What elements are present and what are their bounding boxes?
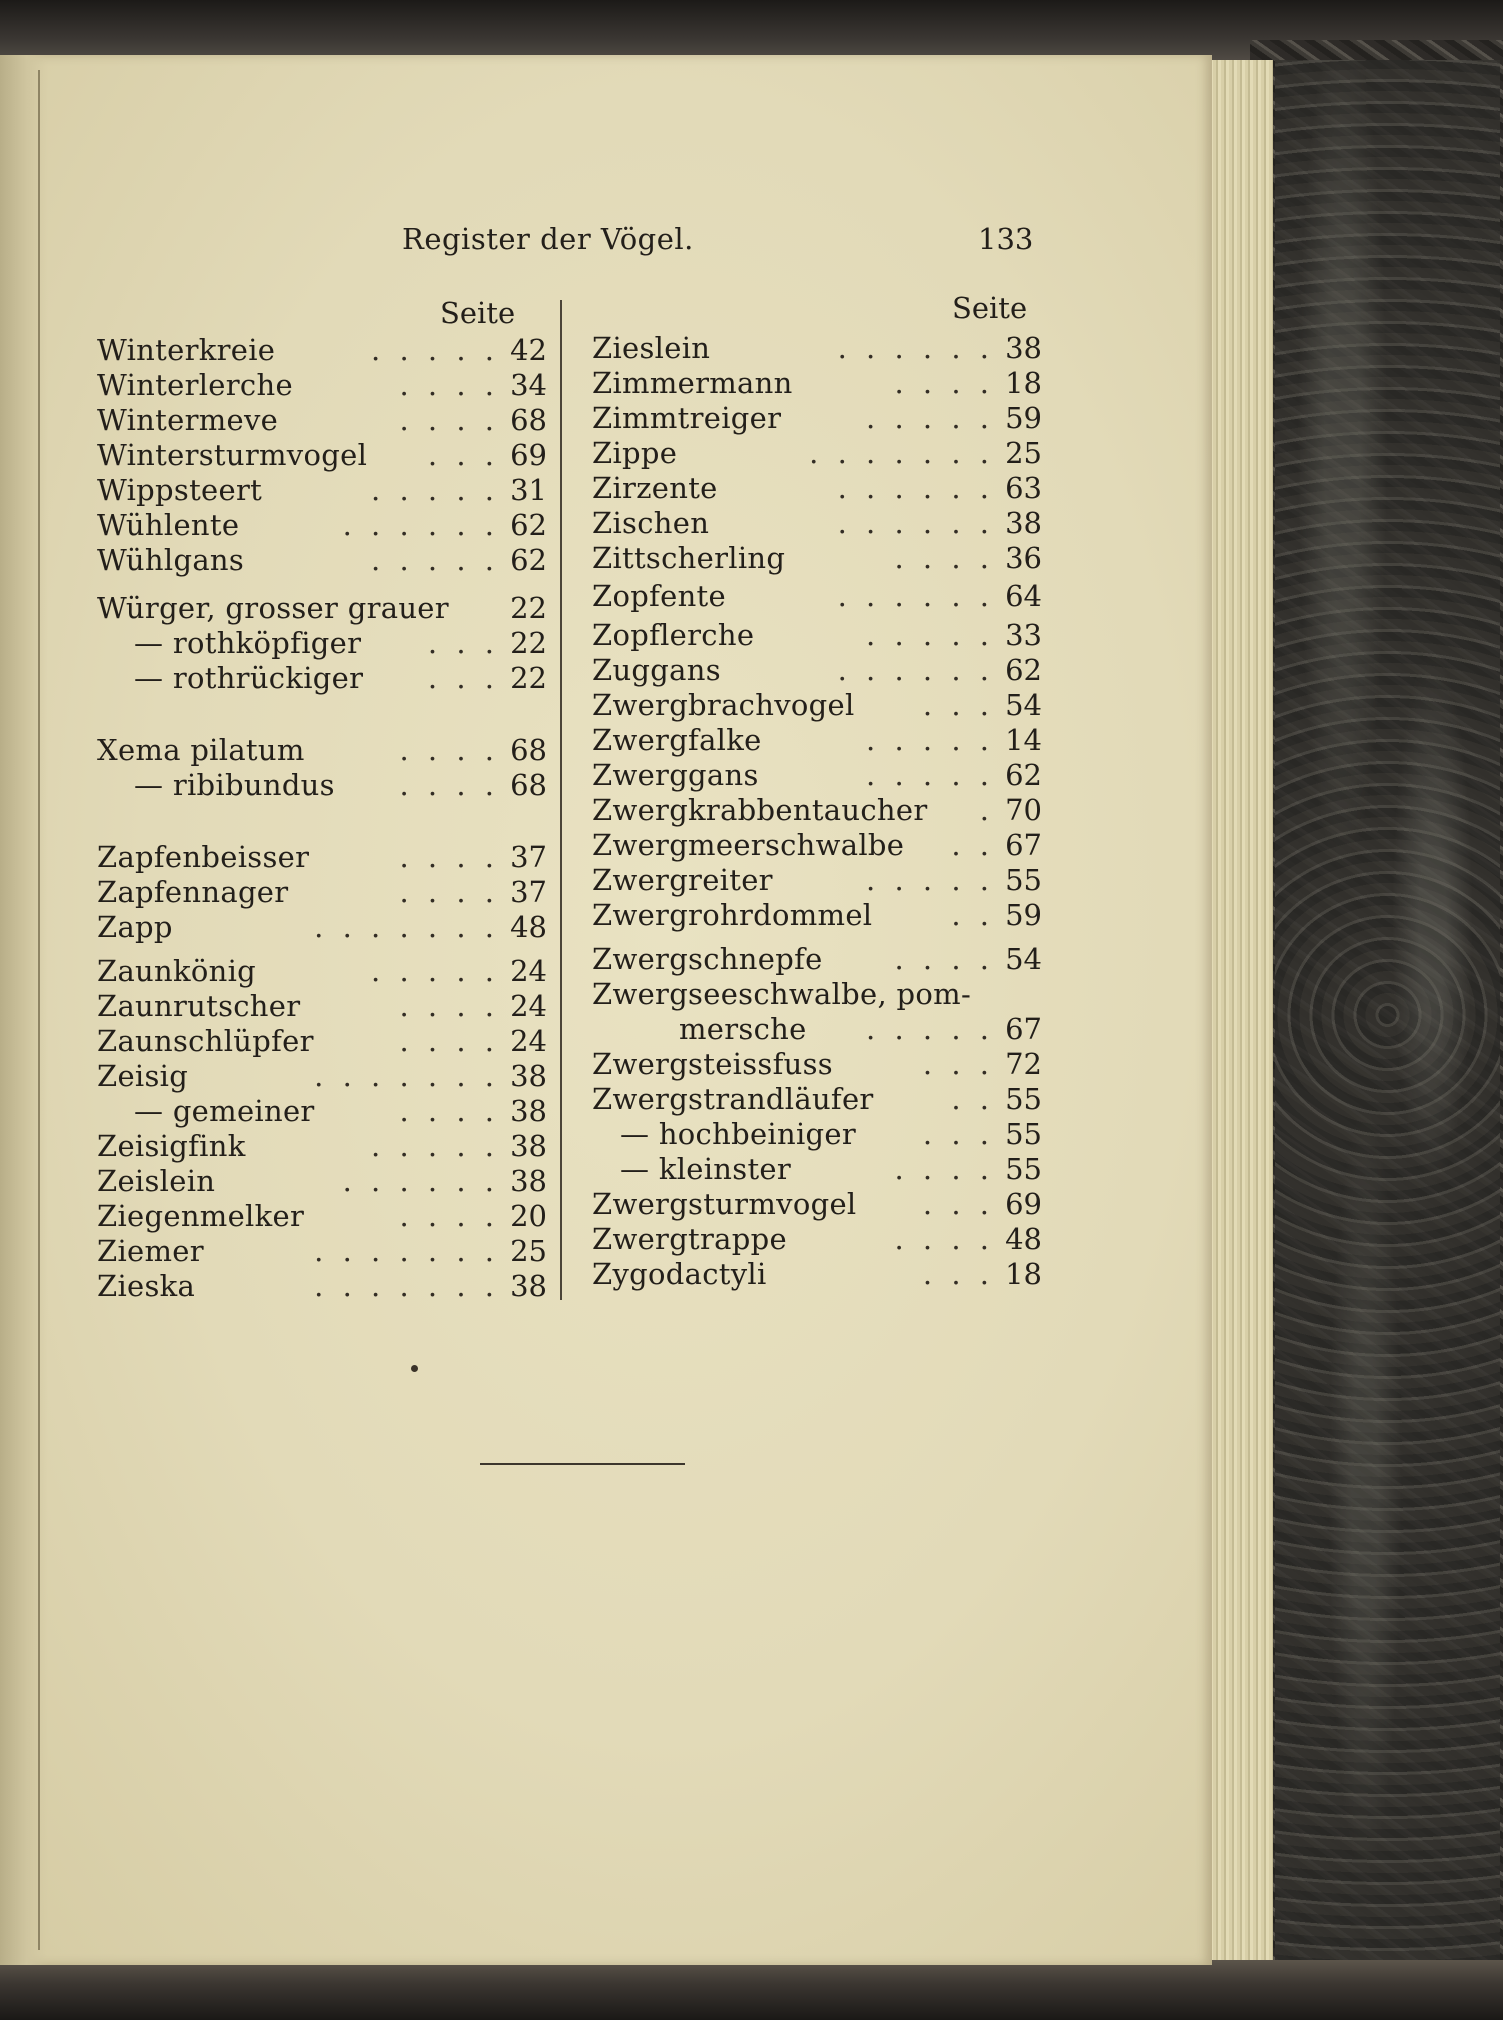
leader-dots: . . . . . .: [342, 1164, 499, 1198]
entry-name: Zuggans: [592, 653, 721, 687]
leader-dots: . . . . .: [866, 758, 994, 792]
entry-page-number: 24: [510, 989, 547, 1023]
footer-rule: [480, 1463, 685, 1465]
index-entry: [97, 472, 547, 508]
entry-name: Wühlgans: [97, 543, 245, 577]
leader-dots: . . . . . . .: [314, 910, 499, 944]
leader-dots: . . . . .: [866, 618, 994, 652]
leader-dots: . . . .: [399, 1094, 499, 1128]
leader-dots: . . . .: [894, 942, 994, 976]
index-entry: [592, 687, 1042, 723]
index-entry: [592, 1046, 1042, 1082]
index-entry: [592, 1256, 1042, 1292]
entry-name: Zwergfalke: [592, 723, 762, 757]
entry-name: Zirzente: [592, 471, 718, 505]
entry-name: Xema pilatum: [97, 733, 305, 767]
entry-name: Wippsteert: [97, 473, 263, 507]
entry-name: Zwergmeerschwalbe: [592, 828, 905, 862]
entry-name: Zwergsturmvogel: [592, 1187, 857, 1221]
entry-page-number: 34: [510, 368, 547, 402]
entry-name: Zieslein: [592, 331, 711, 365]
index-entry: [592, 578, 1042, 614]
entry-name: Zeisig: [97, 1059, 189, 1093]
leader-dots: . . . . .: [371, 333, 499, 367]
index-entry: [97, 367, 547, 403]
entry-name: Zittscherling: [592, 541, 786, 575]
leader-dots: . . . . . .: [342, 508, 499, 542]
leader-dots: . . .: [427, 438, 499, 472]
entry-page-number: 55: [1005, 863, 1042, 897]
leader-dots: . . . . .: [866, 401, 994, 435]
entry-page-number: 24: [510, 1024, 547, 1058]
index-entry: [592, 617, 1042, 653]
index-entry: [97, 988, 547, 1024]
entry-page-number: 54: [1005, 688, 1042, 722]
index-entry: [592, 827, 1042, 863]
page-edges: [1205, 60, 1273, 1965]
entry-page-number: 62: [510, 543, 547, 577]
entry-name: Zwergseeschwalbe, pom-: [592, 977, 972, 1011]
entry-page-number: 59: [1005, 401, 1042, 435]
entry-name: Zygodactyli: [592, 1257, 767, 1291]
entry-name: Zaunschlüpfer: [97, 1024, 314, 1058]
entry-name: Zwergschnepfe: [592, 942, 823, 976]
entry-page-number: 48: [1005, 1222, 1042, 1256]
entry-page-number: 38: [510, 1269, 547, 1303]
index-entry: [97, 437, 547, 473]
ink-dot: [411, 1365, 418, 1372]
leader-dots: . . . . .: [371, 543, 499, 577]
index-entry: [97, 332, 547, 368]
entry-page-number: 33: [1005, 618, 1042, 652]
index-entry: [97, 1268, 547, 1304]
entry-name: Zopfente: [592, 579, 726, 613]
leader-dots: . . . .: [399, 989, 499, 1023]
entry-page-number: 72: [1005, 1047, 1042, 1081]
leader-dots: . . . . .: [371, 954, 499, 988]
page-gutter: [0, 55, 48, 1965]
leader-dots: . . . .: [894, 1222, 994, 1256]
leader-dots: . . . .: [399, 403, 499, 437]
leader-dots: . . . . . .: [837, 506, 994, 540]
leader-dots: . . . . . . .: [809, 436, 994, 470]
marbled-endpaper: [1275, 60, 1500, 1970]
leader-dots: . .: [951, 1082, 994, 1116]
leader-dots: . . . .: [894, 366, 994, 400]
entry-page-number: 31: [510, 473, 547, 507]
index-entry: [97, 625, 547, 661]
index-entry: [97, 1163, 547, 1199]
page-number: 133: [978, 222, 1034, 256]
entry-page-number: 68: [510, 733, 547, 767]
leader-dots: . . . . .: [866, 863, 994, 897]
index-entry: [97, 542, 547, 578]
index-entry: [592, 540, 1042, 576]
entry-page-number: 69: [510, 438, 547, 472]
index-entry: [97, 1093, 547, 1129]
entry-name: Zeislein: [97, 1164, 216, 1198]
leader-dots: . . . . . . .: [314, 1059, 499, 1093]
entry-page-number: 55: [1005, 1152, 1042, 1186]
entry-name: — ribibundus: [134, 768, 335, 802]
page-title: Register der Vögel.: [402, 222, 694, 256]
leader-dots: . . . .: [399, 840, 499, 874]
entry-page-number: 14: [1005, 723, 1042, 757]
entry-name: Zapp: [97, 910, 173, 944]
leader-dots: .: [979, 793, 994, 827]
entry-page-number: 38: [1005, 506, 1042, 540]
leader-dots: . . . . . .: [837, 579, 994, 613]
entry-page-number: 48: [510, 910, 547, 944]
index-entry: [592, 330, 1042, 366]
index-entry: [592, 862, 1042, 898]
leader-dots: . . .: [922, 1187, 994, 1221]
index-entry: [592, 1081, 1042, 1117]
leader-dots: . . . . .: [371, 473, 499, 507]
index-entry: [97, 1023, 547, 1059]
index-entry: [592, 1011, 1042, 1047]
index-entry: [97, 732, 547, 768]
entry-page-number: 55: [1005, 1117, 1042, 1151]
leader-dots: . . .: [427, 661, 499, 695]
leader-dots: . . . . . . .: [314, 1234, 499, 1268]
leader-dots: . . . . .: [371, 1129, 499, 1163]
index-entry: [97, 874, 547, 910]
entry-name: Zapfennager: [97, 875, 289, 909]
entry-page-number: 18: [1005, 366, 1042, 400]
index-entry: [97, 1233, 547, 1269]
entry-name: Würger, grosser grauer: [97, 591, 449, 625]
entry-page-number: 67: [1005, 828, 1042, 862]
entry-page-number: 38: [510, 1164, 547, 1198]
leader-dots: . . . .: [399, 768, 499, 802]
entry-page-number: 42: [510, 333, 547, 367]
index-entry: [592, 400, 1042, 436]
index-entry: [592, 722, 1042, 758]
index-entry: [592, 652, 1042, 688]
index-entry: [592, 470, 1042, 506]
leader-dots: . . .: [922, 1117, 994, 1151]
entry-page-number: 37: [510, 840, 547, 874]
leader-dots: . . . .: [399, 875, 499, 909]
right-seite-label: Seite: [952, 291, 1028, 325]
leader-dots: . . . .: [894, 1152, 994, 1186]
entry-name: — hochbeiniger: [620, 1117, 857, 1151]
leader-dots: . . .: [427, 626, 499, 660]
index-entry: [97, 507, 547, 543]
entry-name: Wühlente: [97, 508, 240, 542]
entry-name: mersche: [679, 1012, 807, 1046]
index-entry: [592, 1151, 1042, 1187]
index-entry: [592, 757, 1042, 793]
entry-name: Zeisigfink: [97, 1129, 246, 1163]
entry-name: Zwergkrabbentaucher: [592, 793, 928, 827]
entry-name: Zwergsteissfuss: [592, 1047, 833, 1081]
entry-name: — kleinster: [620, 1152, 792, 1186]
entry-name: Zwergstrandläufer: [592, 1082, 874, 1116]
index-entry: [97, 953, 547, 989]
index-entry: [97, 839, 547, 875]
leader-dots: . . . . . .: [837, 331, 994, 365]
entry-name: Ziemer: [97, 1234, 204, 1268]
left-seite-label: Seite: [440, 296, 516, 330]
entry-page-number: 38: [510, 1094, 547, 1128]
entry-name: Zwergbrachvogel: [592, 688, 855, 722]
entry-name: Wintersturmvogel: [97, 438, 368, 472]
entry-name: — rothrückiger: [134, 661, 364, 695]
entry-name: Zieska: [97, 1269, 196, 1303]
leader-dots: . . . . .: [866, 1012, 994, 1046]
entry-page-number: 70: [1005, 793, 1042, 827]
entry-page-number: 68: [510, 768, 547, 802]
index-entry: [97, 1198, 547, 1234]
entry-name: Zippe: [592, 436, 678, 470]
leader-dots: . . .: [922, 1047, 994, 1081]
entry-page-number: 37: [510, 875, 547, 909]
entry-page-number: 68: [510, 403, 547, 437]
index-entry: [592, 1221, 1042, 1257]
index-entry: [592, 365, 1042, 401]
leader-dots: . . . .: [399, 733, 499, 767]
leader-dots: . . . .: [894, 541, 994, 575]
entry-page-number: 22: [510, 626, 547, 660]
entry-page-number: 38: [510, 1129, 547, 1163]
index-entry: [592, 941, 1042, 977]
entry-page-number: 25: [510, 1234, 547, 1268]
entry-name: — gemeiner: [134, 1094, 315, 1128]
entry-page-number: 62: [510, 508, 547, 542]
entry-page-number: 20: [510, 1199, 547, 1233]
entry-name: Zischen: [592, 506, 710, 540]
entry-name: Zimmermann: [592, 366, 793, 400]
entry-page-number: 64: [1005, 579, 1042, 613]
entry-page-number: 22: [510, 661, 547, 695]
entry-name: Zimmtreiger: [592, 401, 782, 435]
entry-page-number: 18: [1005, 1257, 1042, 1291]
leader-dots: . . . .: [399, 1024, 499, 1058]
entry-page-number: 24: [510, 954, 547, 988]
entry-name: Ziegenmelker: [97, 1199, 305, 1233]
entry-page-number: 54: [1005, 942, 1042, 976]
book-cover-bottom: [0, 1960, 1503, 2020]
leader-dots: . .: [951, 828, 994, 862]
leader-dots: . . . .: [399, 1199, 499, 1233]
index-entry: [592, 505, 1042, 541]
leader-dots: . . . .: [399, 368, 499, 402]
entry-name: Zaunkönig: [97, 954, 257, 988]
entry-name: Zwergtrappe: [592, 1222, 787, 1256]
entry-page-number: 38: [510, 1059, 547, 1093]
entry-name: Zwerggans: [592, 758, 759, 792]
entry-page-number: 59: [1005, 898, 1042, 932]
leader-dots: . . . . . . .: [314, 1269, 499, 1303]
leader-dots: . . .: [922, 1257, 994, 1291]
index-entry: [592, 792, 1042, 828]
leader-dots: . . . . .: [866, 723, 994, 757]
entry-page-number: 63: [1005, 471, 1042, 505]
entry-name: Zaunrutscher: [97, 989, 301, 1023]
entry-page-number: 62: [1005, 653, 1042, 687]
index-entry: [97, 660, 547, 696]
entry-page-number: 36: [1005, 541, 1042, 575]
index-entry: [97, 767, 547, 803]
index-entry: [97, 909, 547, 945]
leader-dots: . . .: [922, 688, 994, 722]
index-entry: [592, 1116, 1042, 1152]
index-entry: [97, 590, 547, 626]
entry-page-number: 62: [1005, 758, 1042, 792]
entry-name: Winterkreie: [97, 333, 276, 367]
index-entry: [97, 1058, 547, 1094]
entry-name: — rothköpfiger: [134, 626, 362, 660]
entry-page-number: 55: [1005, 1082, 1042, 1116]
entry-page-number: 22: [510, 591, 547, 625]
leader-dots: . .: [951, 898, 994, 932]
entry-name: Zwergreiter: [592, 863, 773, 897]
entry-name: Zopflerche: [592, 618, 755, 652]
index-entry: [592, 435, 1042, 471]
gutter-line: [38, 70, 40, 1950]
entry-page-number: 67: [1005, 1012, 1042, 1046]
entry-page-number: 38: [1005, 331, 1042, 365]
index-entry: [592, 1186, 1042, 1222]
index-entry: [97, 1128, 547, 1164]
entry-name: Zwergrohrdommel: [592, 898, 873, 932]
entry-page-number: 69: [1005, 1187, 1042, 1221]
index-entry: [592, 897, 1042, 933]
column-divider: [560, 300, 562, 1300]
entry-name: Winterlerche: [97, 368, 293, 402]
entry-page-number: 25: [1005, 436, 1042, 470]
entry-name: Zapfenbeisser: [97, 840, 310, 874]
index-entry: [592, 976, 1042, 1012]
index-entry: [97, 402, 547, 438]
entry-name: Wintermeve: [97, 403, 279, 437]
leader-dots: . . . . . .: [837, 653, 994, 687]
leader-dots: . . . . . .: [837, 471, 994, 505]
